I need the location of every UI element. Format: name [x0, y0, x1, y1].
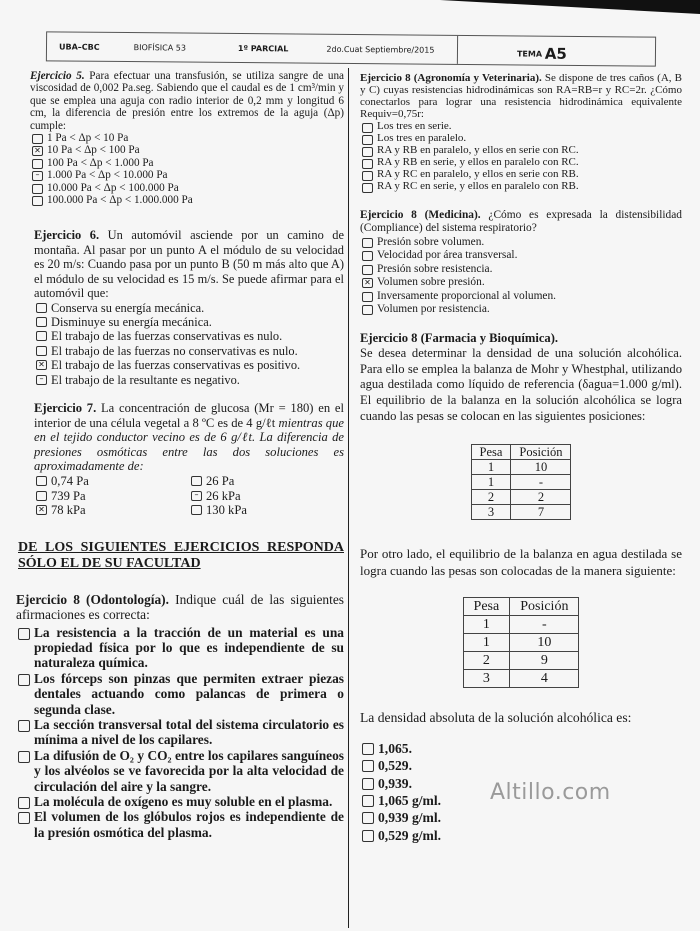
option-label: La molécula de oxígeno es muy soluble en el plasma. — [34, 793, 333, 809]
checkbox[interactable] — [362, 159, 373, 169]
institution: UBA–CBC — [58, 41, 100, 52]
checkbox[interactable] — [18, 628, 30, 640]
option-label: 0,74 Pa — [51, 473, 89, 488]
checkbox-checked[interactable] — [362, 278, 373, 288]
option-1[interactable] — [360, 740, 682, 757]
option-label: Volumen por resistencia. — [377, 303, 490, 316]
exam-header — [46, 31, 656, 66]
right-column — [360, 73, 682, 856]
option-label: El volumen de los glóbulos rojos es independiente de la presión osmótica del plasma. — [34, 809, 344, 840]
header-divider — [457, 36, 458, 64]
option-label: 1 Pa < Δp < 10 Pa — [47, 132, 129, 145]
table-cell: - — [511, 475, 571, 490]
checkbox[interactable] — [362, 305, 373, 315]
option-5[interactable] — [360, 169, 682, 181]
checkbox[interactable] — [191, 476, 202, 486]
checkbox[interactable] — [36, 346, 47, 356]
checkbox[interactable] — [362, 251, 373, 261]
table-cell: 4 — [510, 670, 579, 688]
exercise-6 — [14, 228, 344, 386]
options — [360, 236, 682, 317]
exercise-text: Se dispone de tres caños (A, B y C) cuyas resistencias hidrodinámicas son RA=RB=r y RC=2r. ¿Cómo conectarlos para lograr una resistencia hidrodinámica equivalente Requiv=0,75r: — [360, 72, 682, 120]
option-3[interactable] — [360, 145, 682, 157]
tema-label: TEMA — [516, 49, 543, 59]
checkbox[interactable] — [362, 760, 374, 772]
option-1[interactable] — [34, 474, 189, 489]
checkbox[interactable] — [362, 147, 373, 157]
table-cell: 1 — [471, 475, 511, 490]
option-label: 1,065. — [378, 740, 412, 756]
table-cell: 2 — [511, 490, 571, 505]
option-label: 0,529 g/ml. — [378, 827, 442, 843]
option-3[interactable] — [34, 329, 344, 343]
checkbox[interactable] — [362, 171, 373, 181]
option-label: El trabajo de las fuerzas conservativas es positivo. — [51, 358, 301, 373]
option-4[interactable] — [189, 489, 344, 504]
option-label: 10 Pa < Δp < 100 Pa — [47, 144, 140, 157]
column-header: Pesa — [463, 598, 510, 616]
table-row — [471, 490, 571, 505]
option-6[interactable] — [16, 809, 344, 840]
checkbox[interactable] — [362, 830, 374, 842]
option-5[interactable] — [34, 503, 189, 518]
table-cell: - — [510, 616, 579, 634]
checkbox[interactable] — [32, 184, 43, 194]
option-2[interactable] — [360, 249, 682, 263]
checkbox[interactable] — [362, 778, 374, 790]
checkbox[interactable] — [32, 171, 43, 181]
checkbox[interactable] — [362, 183, 373, 193]
options — [34, 474, 344, 518]
option-2[interactable] — [360, 757, 682, 774]
weights-table-solution — [471, 444, 572, 520]
option-label: Presión sobre resistencia. — [377, 262, 493, 275]
table-row — [463, 616, 579, 634]
option-3[interactable] — [30, 157, 344, 169]
exercise-5 — [14, 70, 344, 206]
option-label: El trabajo de las fuerzas no conservativas es nulo. — [51, 343, 298, 358]
option-label: Velocidad por área transversal. — [377, 249, 518, 262]
table-cell: 7 — [511, 505, 571, 520]
table-cell: 2 — [471, 490, 511, 505]
exercise-title: Ejercicio 7. — [34, 400, 97, 415]
option-label: La sección transversal total del sistema circulatorio es mínima a nivel de los capilares. — [34, 716, 344, 748]
option-3[interactable] — [16, 717, 344, 748]
exercise-title: Ejercicio 8 (Farmacia y Bioquímica). — [360, 330, 559, 345]
checkbox[interactable] — [36, 375, 47, 385]
option-3[interactable] — [360, 263, 682, 277]
option-label: 78 kPa — [51, 503, 86, 518]
option-label: 739 Pa — [51, 488, 86, 503]
exercise-title: Ejercicio 8 (Medicina). — [360, 208, 481, 221]
option-5[interactable] — [360, 290, 682, 304]
options — [34, 301, 344, 387]
table-row — [471, 475, 571, 490]
exercise-8-farmacia — [360, 331, 682, 845]
checkbox-checked[interactable] — [32, 146, 43, 156]
checkbox[interactable] — [36, 303, 47, 313]
option-label: 100.000 Pa < Δp < 1.000.000 Pa — [47, 194, 193, 207]
exercise-8-medicina — [360, 209, 682, 317]
options — [360, 121, 682, 193]
exercise-text-2: Por otro lado, el equilibrio de la balanza en agua destilada se logra cuando las pesas son colocadas de la manera siguiente: — [360, 546, 682, 578]
exercise-text: Indique cuál de las siguientes afirmaciones es correcta: — [16, 591, 345, 623]
option-6[interactable] — [360, 827, 682, 844]
option-label: 10.000 Pa < Δp < 100.000 Pa — [47, 181, 179, 194]
option-label: 130 kPa — [206, 503, 247, 518]
exercise-text-a: La concentración de glucosa (Mr = 180) en el interior de una célula vegetal a 8 ºC es de 4 g/ℓt — [34, 400, 344, 430]
exam-name: 1º PARCIAL — [237, 43, 289, 53]
table-cell: 3 — [463, 670, 510, 688]
checkbox[interactable] — [362, 292, 373, 302]
option-5[interactable] — [34, 358, 344, 372]
column-header: Pesa — [471, 445, 511, 460]
checkbox-checked[interactable] — [36, 360, 47, 370]
checkbox[interactable] — [32, 134, 43, 144]
option-label: Los tres en serie. — [377, 119, 452, 132]
option-1[interactable] — [360, 236, 682, 250]
exercise-text: Para efectuar una transfusión, se utiliza sangre de una viscosidad de 0,002 Pa.seg. Sabiendo que el caudal es de 1 cm³/min y que se emplea una aguja con radio interior de 0,2 mm y longitud 6 cm, la diferencia de presión entre los extremos de la aguja (Δp) cumple: — [30, 70, 345, 132]
table-cell: 9 — [510, 652, 579, 670]
table-cell: 1 — [463, 616, 510, 634]
options — [16, 625, 344, 841]
option-4[interactable] — [360, 157, 682, 169]
checkbox[interactable] — [362, 812, 374, 824]
checkbox[interactable] — [362, 265, 373, 275]
option-2[interactable] — [34, 315, 344, 329]
checkbox[interactable] — [36, 317, 47, 327]
tema — [517, 44, 567, 62]
table-header-row — [463, 598, 579, 616]
table-row — [471, 505, 571, 520]
table-cell: 1 — [463, 634, 510, 652]
option-6[interactable] — [34, 373, 344, 387]
option-6[interactable] — [360, 303, 682, 317]
left-column — [14, 70, 344, 852]
option-label: Inversamente proporcional al volumen. — [377, 289, 557, 302]
table-cell: 10 — [510, 634, 579, 652]
checkbox[interactable] — [362, 238, 373, 248]
option-label: 0,529. — [378, 758, 412, 774]
option-label: Presión sobre volumen. — [377, 235, 485, 248]
option-label: 1,065 g/ml. — [378, 793, 442, 808]
exercise-text: Se desea determinar la densidad de una solución alcohólica. Para ello se emplea la balanza de Mohr y Whestphal, utilizando agua destilada como líquido de referencia (δagua=1.000 g/ml). El equilibrio de la balanza en la solución alcohólica se logra cuando las pesas se colocan en las siguientes posiciones: — [360, 346, 682, 423]
term: 2do.Cuat Septiembre/2015 — [326, 44, 435, 55]
column-divider — [348, 68, 349, 928]
checkbox[interactable] — [191, 491, 202, 501]
option-label: RA y RC en paralelo, y ellos en serie con RB. — [377, 167, 579, 180]
option-label: RA y RC en serie, y ellos en paralelo con RB. — [377, 179, 579, 192]
checkbox[interactable] — [18, 720, 30, 732]
checkbox[interactable] — [18, 812, 30, 824]
options — [30, 132, 344, 206]
option-1[interactable] — [30, 132, 344, 144]
option-label: Volumen sobre presión. — [377, 276, 485, 289]
checkbox[interactable] — [36, 491, 47, 501]
option-label: 0,939. — [378, 775, 412, 791]
option-5[interactable] — [360, 809, 682, 826]
checkbox[interactable] — [191, 505, 202, 515]
exercise-8-agronomia — [360, 73, 682, 193]
option-3[interactable] — [34, 489, 189, 504]
checkbox[interactable] — [362, 795, 374, 807]
checkbox[interactable] — [362, 123, 373, 133]
option-2[interactable] — [30, 144, 344, 156]
option-2[interactable] — [16, 671, 344, 717]
option-label: La difusión de O₂ y CO₂ entre los capilares sanguíneos y los alvéolos se ve favorecida por la alta velocidad de circulación del aire y la sangre. — [34, 747, 344, 794]
exercise-8-odontologia — [14, 592, 344, 841]
option-label: Los fórceps son pinzas que permiten extraer piezas dentales actuando como palancas de primera o segunda clase. — [34, 670, 344, 717]
table-cell: 1 — [471, 460, 511, 475]
column-header: Posición — [510, 598, 579, 616]
checkbox[interactable] — [36, 476, 47, 486]
table-cell: 2 — [463, 652, 510, 670]
checkbox[interactable] — [18, 674, 30, 686]
table-row — [463, 670, 579, 688]
checkbox[interactable] — [36, 331, 47, 341]
option-label: El trabajo de las fuerzas conservativas es nulo. — [51, 329, 283, 344]
option-label: Conserva su energía mecánica. — [51, 300, 205, 315]
option-1[interactable] — [34, 301, 344, 315]
table-cell: 3 — [471, 505, 511, 520]
option-6[interactable] — [189, 503, 344, 518]
option-1[interactable] — [16, 625, 344, 671]
exercise-7 — [14, 401, 344, 518]
option-label: 100 Pa < Δp < 1.000 Pa — [47, 156, 154, 169]
table-row — [471, 460, 571, 475]
exercise-text-b: mientras que en el tejido conductor vecino es de 6 g/ℓt. La diferencia de presiones osmóticas entre las dos soluciones es aproximadamente de: — [34, 415, 344, 474]
option-4[interactable] — [30, 169, 344, 181]
option-label: La resistencia a la tracción de un material es una propiedad física por lo que es independiente de su naturaleza química. — [34, 624, 344, 671]
subject: BIOFÍSICA 53 — [133, 42, 186, 53]
option-label: 0,939 g/ml. — [378, 810, 442, 826]
option-label: RA y RB en paralelo, y ellos en serie con RC. — [377, 143, 579, 156]
checkbox[interactable] — [18, 751, 30, 763]
option-label: RA y RB en serie, y ellos en paralelo con RC. — [377, 155, 579, 168]
checkbox[interactable] — [18, 797, 30, 809]
option-4[interactable] — [16, 748, 344, 794]
section-heading: DE LOS SIGUIENTES EJERCICIOS RESPONDA SÓLO EL DE SU FACULTAD — [18, 539, 344, 571]
exercise-text: Un automóvil asciende por un camino de montaña. Al pasar por un punto A el módulo de su velocidad es 20 m/s: Cuando pasa por un punto B (50 m más alto que A) el módulo de su velocidad es 15 m/s. Se puede afirmar para el automóvil que: — [34, 228, 345, 301]
option-label: 1.000 Pa < Δp < 10.000 Pa — [47, 169, 168, 182]
table-row — [463, 652, 579, 670]
exercise-title: Ejercicio 8 (Odontología). — [16, 591, 169, 607]
question: La densidad absoluta de la solución alcohólica es: — [360, 710, 632, 726]
option-4[interactable] — [360, 276, 682, 290]
option-1[interactable] — [360, 121, 682, 133]
option-4[interactable] — [34, 344, 344, 358]
checkbox[interactable] — [32, 159, 43, 169]
page-shadow — [440, 0, 700, 14]
exercise-title: Ejercicio 5. — [30, 70, 85, 82]
table-header-row — [471, 445, 571, 460]
column-header: Posición — [511, 445, 571, 460]
exercise-title: Ejercicio 8 (Agronomía y Veterinaria). — [360, 72, 542, 84]
option-label: Disminuye su energía mecánica. — [51, 314, 212, 329]
option-2[interactable] — [360, 133, 682, 145]
checkbox[interactable] — [32, 196, 43, 206]
weights-table-water — [463, 597, 580, 688]
option-label: El trabajo de la resultante es negativo. — [51, 372, 240, 387]
option-label: 26 kPa — [206, 488, 241, 503]
checkbox[interactable] — [362, 743, 374, 755]
option-5[interactable] — [30, 182, 344, 194]
watermark: Altillo.com — [490, 780, 611, 805]
table-cell: 10 — [511, 460, 571, 475]
exercise-title: Ejercicio 6. — [34, 228, 100, 243]
option-2[interactable] — [189, 474, 344, 489]
option-label: Los tres en paralelo. — [377, 131, 467, 144]
option-6[interactable] — [360, 181, 682, 193]
option-5[interactable] — [16, 794, 344, 809]
tema-value: A5 — [544, 44, 567, 63]
checkbox-checked[interactable] — [36, 505, 47, 515]
exercise-text: ¿Cómo es expresada la distensibilidad (Compliance) del sistema respiratorio? — [360, 208, 682, 235]
option-label: 26 Pa — [206, 473, 235, 488]
option-6[interactable] — [30, 194, 344, 206]
table-row — [463, 634, 579, 652]
checkbox[interactable] — [362, 135, 373, 145]
